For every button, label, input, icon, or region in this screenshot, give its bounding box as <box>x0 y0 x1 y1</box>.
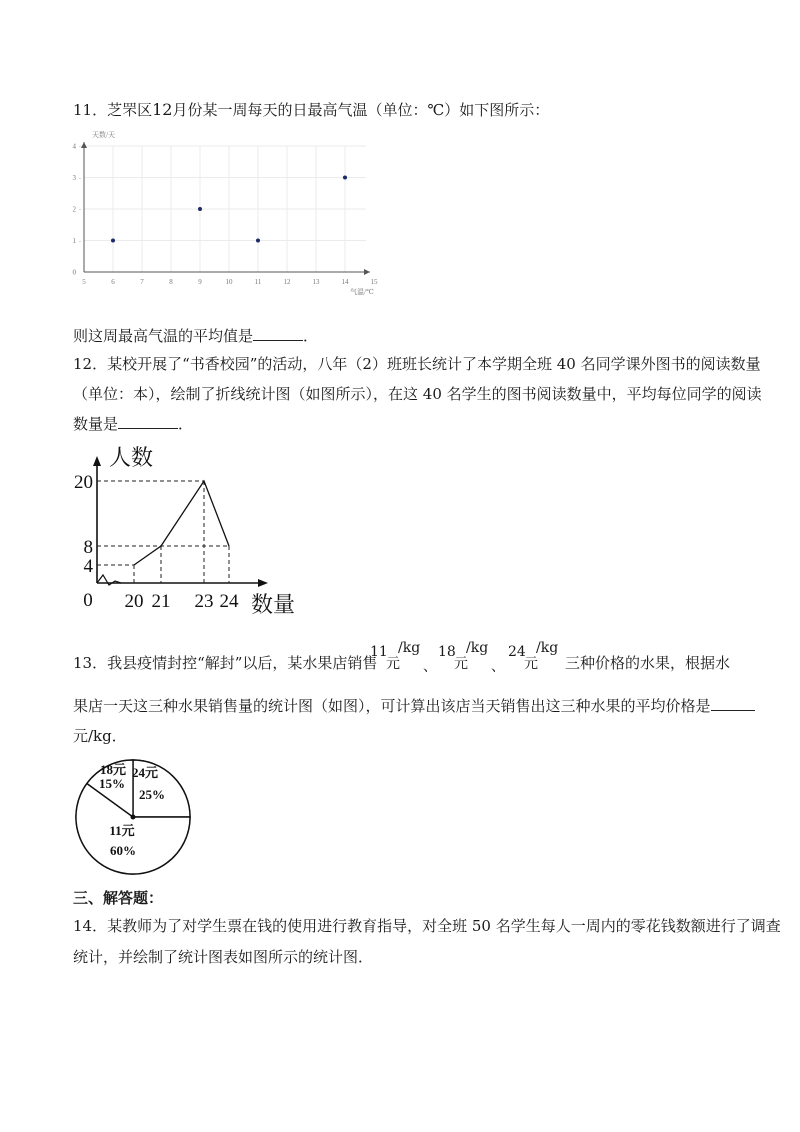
q13-unit1-bottom: 元 <box>386 656 400 672</box>
reading-line-chart <box>65 440 325 620</box>
x-tick-label: 7 <box>140 278 144 286</box>
scatter-point <box>256 239 260 243</box>
y-tick-label: 4 <box>83 556 93 577</box>
x-axis-arrow <box>258 579 268 587</box>
pie-slice-label: 18元 <box>99 762 127 777</box>
x-axis-label: 气温/℃ <box>350 288 374 296</box>
y-tick-dash: - <box>79 176 81 182</box>
q13-line2 <box>73 695 755 717</box>
q12-line3-prefix: 数量是 <box>73 415 119 433</box>
data-line <box>134 481 229 565</box>
q11-month-number: 12 <box>152 100 173 119</box>
pie-center <box>131 815 136 820</box>
x-tick-label: 24 <box>219 591 239 612</box>
scatter-point <box>343 176 347 180</box>
x-tick-label: 12 <box>283 278 291 286</box>
q12-line1: 12．某校开展了“书香校园”的活动，八年（2）班班长统计了本学期全班 40 名同学课外图书的阅读数量 <box>73 355 761 373</box>
y-tick-dash: - <box>79 239 81 245</box>
q11-number: 11． <box>73 101 108 119</box>
q14-line2: 统计，并绘制了统计图表如图所示的统计图． <box>73 948 374 966</box>
x-tick-label: 10 <box>225 278 233 286</box>
x-tick-label: 5 <box>82 278 86 286</box>
q13-unit1 <box>386 640 420 673</box>
q13-line3 <box>73 725 127 747</box>
x-tick-label: 15 <box>370 278 378 286</box>
q13-number: 13． <box>73 654 108 672</box>
temperature-scatter-chart <box>70 126 390 296</box>
x-axis-arrow <box>364 269 370 275</box>
origin-label: 0 <box>83 590 93 611</box>
q12-line3 <box>73 413 193 435</box>
q13-line1 <box>73 652 377 674</box>
x-tick-label: 8 <box>169 278 173 286</box>
pie-slice-percent: 15% <box>99 776 125 791</box>
q11-answer-line <box>73 325 318 347</box>
x-tick-label: 9 <box>198 278 202 286</box>
q13-answer-blank[interactable] <box>711 696 755 711</box>
q11-answer-prefix: 则这周最高气温的平均值是 <box>73 327 254 345</box>
q13-price2-number: 18 <box>438 644 456 660</box>
pie-slice-label: 11元 <box>109 823 135 838</box>
q13-unit2-bottom: 元 <box>454 656 468 672</box>
pie-slice-label: 24元 <box>131 765 159 780</box>
q11-line <box>73 99 549 121</box>
q13-unit1-top: /kg <box>398 640 421 656</box>
q13-unit3-bottom: 元 <box>524 656 538 672</box>
x-tick-label: 14 <box>341 278 349 286</box>
y-tick-label: 2 <box>72 205 76 214</box>
x-tick-label: 11 <box>254 278 262 286</box>
q13-line2-text: 果店一天这三种水果销售量的统计图（如图），可计算出该店当天销售出这三种水果的平均价格是 <box>73 697 711 715</box>
q14-line1: 14．某教师为了对学生票在钱的使用进行教育指导，对全班 50 名学生每人一周内的零花钱数额进行了调查 <box>73 917 781 935</box>
q13-unit3 <box>524 640 558 673</box>
y-tick-label: 8 <box>83 537 93 558</box>
x-tick-label: 6 <box>111 278 115 286</box>
y-tick-label: 20 <box>74 472 93 493</box>
q11-text-after: 月份某一周每天的日最高气温（单位：℃）如下图所示： <box>172 101 550 119</box>
y-axis-arrow <box>81 142 87 148</box>
q13-price1-number: 11 <box>370 644 388 660</box>
q13-unit3-top: /kg <box>536 640 559 656</box>
y-axis-label: 人数 <box>109 445 154 470</box>
y-tick-label: 3 <box>72 174 76 182</box>
q13-price3-number: 24 <box>508 644 526 660</box>
q12-line3-suffix: ． <box>178 415 194 433</box>
q12-line2: （单位：本），绘制了折线统计图（如图所示），在这 40 名学生的图书阅读数量中，平均每位同学的阅读 <box>73 385 762 403</box>
y-tick-dash: - <box>79 144 81 151</box>
q13-text1: 我县疫情封控“解封”以后，某水果店销售 <box>107 654 378 672</box>
y-tick-label: 4 <box>72 142 76 151</box>
x-tick-label: 21 <box>151 591 171 612</box>
x-axis-label: 数量 <box>251 592 296 617</box>
x-tick-label: 23 <box>194 591 214 612</box>
q13-unit2-top: /kg <box>466 640 489 656</box>
q12-answer-blank[interactable] <box>118 414 178 429</box>
y-axis-arrow <box>93 456 101 466</box>
scatter-point <box>111 239 115 243</box>
q13-sep1: 、 <box>423 659 437 675</box>
q11-answer-suffix: ． <box>303 327 319 345</box>
q13-line3-suffix: ． <box>111 727 127 745</box>
y-tick-dash: - <box>79 207 81 214</box>
q11-answer-blank[interactable] <box>253 326 303 341</box>
q13-sep2: 、 <box>491 659 505 675</box>
q13-text2: 三种价格的水果，根据水 <box>565 654 731 672</box>
q13-line3-unit: 元/kg <box>73 727 112 745</box>
q11-text-before: 芝罘区 <box>107 101 153 119</box>
fruit-pie-chart <box>70 757 200 877</box>
y-tick-label: 0 <box>72 268 76 277</box>
pie-slice-percent: 60% <box>110 843 136 858</box>
pie-slice-percent: 25% <box>139 787 165 802</box>
q13-unit2 <box>454 640 488 673</box>
y-axis-label: 天数/天 <box>92 131 115 139</box>
x-tick-label: 20 <box>124 591 144 612</box>
x-tick-label: 13 <box>312 278 320 286</box>
y-tick-label: 1 <box>72 237 76 245</box>
section-title: 三、解答题： <box>73 889 164 907</box>
scatter-point <box>198 207 202 211</box>
